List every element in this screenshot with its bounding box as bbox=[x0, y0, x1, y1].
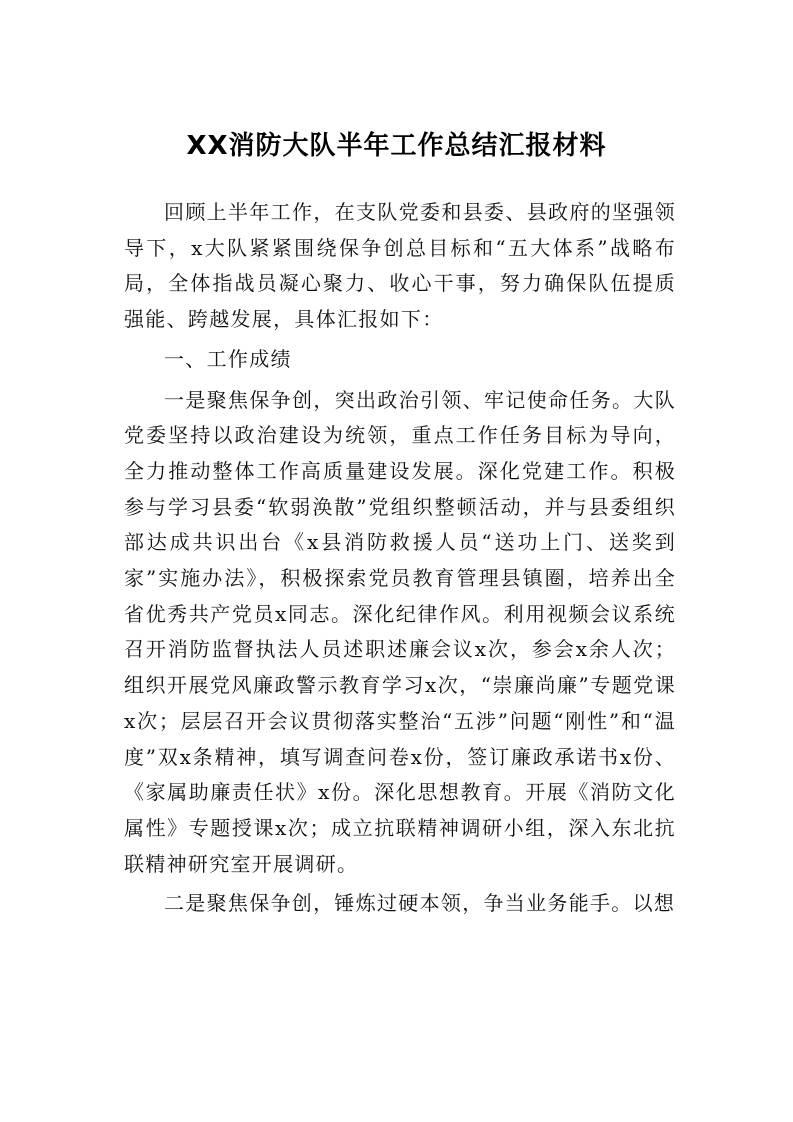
body-paragraph: 一是聚焦保争创，突出政治引领、牢记使命任务。大队党委坚持以政治建设为统领，重点工作任务目标为导向，全力推动整体工作高质量建设发展。深化党建工作。积极参与学习县委“软弱涣散”党组织整顿活动，并与县委组织部达成共识出台《x县消防救援人员“送功上门、送奖到家”实施办法》，积极探索党员教育管理县镇圈，培养出全省优秀共产党员x同志。深化纪律作风。利用视频会议系统召开消防监督执法人员述职述廉会议x次，参会x余人次；组织开展党风廉政警示教育学习x次，“崇廉尚廉”专题党课x次；层层召开会议贯彻落实整治“五涉”问题“刚性”和“温度”双x条精神，填写调查问卷x份，签订廉政承诺书x份、《家属助廉责任状》x份。深化思想教育。开展《消防文化属性》专题授课x次；成立抗联精神调研小组，深入东北抗联精神研究室开展调研。 bbox=[124, 387, 676, 876]
document-body bbox=[124, 195, 676, 926]
body-paragraph: 二是聚焦保争创，锤炼过硬本领，争当业务能手。以想 bbox=[164, 891, 676, 916]
document-title: XX消防大队半年工作总结汇报材料 bbox=[186, 131, 607, 161]
section-heading: 一、工作成绩 bbox=[164, 346, 292, 371]
intro-paragraph: 回顾上半年工作，在支队党委和县委、县政府的坚强领导下，x大队紧紧围绕保争创总目标和“五大体系”战略布局，全体指战员凝心聚力、收心干事，努力确保队伍提质强能、跨越发展，具体汇报如下： bbox=[124, 200, 676, 332]
